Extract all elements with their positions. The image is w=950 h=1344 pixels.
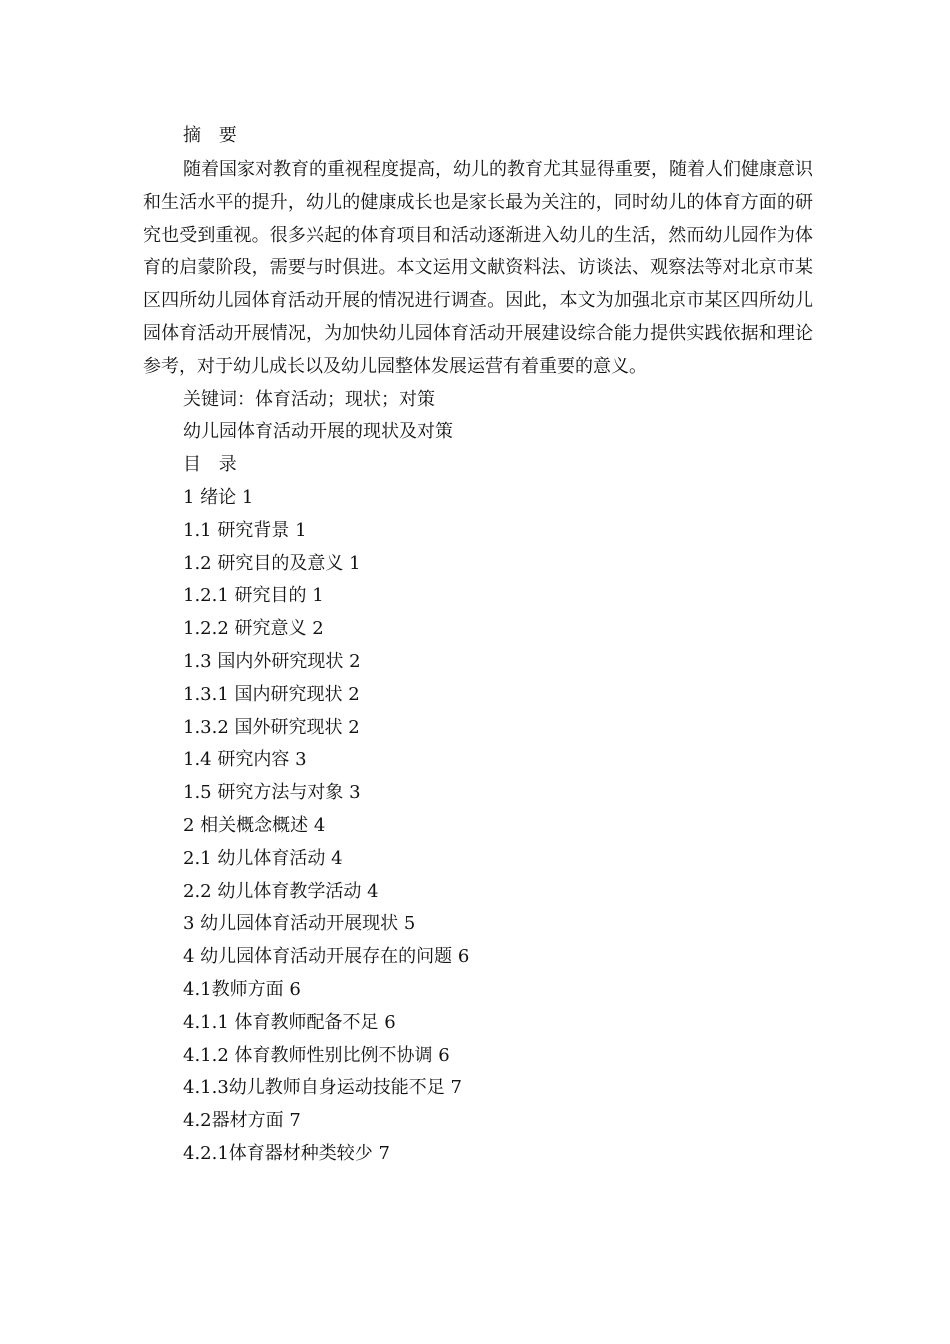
- toc-entry: 4.1.3幼儿教师自身运动技能不足 7: [183, 1077, 462, 1099]
- document-content: [143, 124, 813, 1171]
- toc-entry: 4.2.1体育器材种类较少 7: [183, 1142, 390, 1164]
- toc-entry: 1.2 研究目的及意义 1: [183, 552, 361, 574]
- toc-entry: 4.1教师方面 6: [183, 978, 301, 1000]
- toc-entry: 1.4 研究内容 3: [183, 749, 307, 771]
- toc-entry: 1.5 研究方法与对象 3: [183, 782, 361, 804]
- toc-entry: 4.1.2 体育教师性别比例不协调 6: [183, 1044, 450, 1066]
- abstract-heading: 摘 要: [183, 125, 243, 146]
- toc-entry: 1.3.1 国内研究现状 2: [183, 683, 360, 705]
- toc-entry: 4.2器材方面 7: [183, 1110, 301, 1132]
- toc-entry: 1.2.2 研究意义 2: [183, 618, 324, 640]
- toc-entry: 2.1 幼儿体育活动 4: [183, 847, 343, 869]
- toc-entry: 1.3.2 国外研究现状 2: [183, 716, 360, 738]
- document-title: 幼儿园体育活动开展的现状及对策: [183, 421, 453, 443]
- toc-entry: 2.2 幼儿体育教学活动 4: [183, 880, 379, 902]
- keywords: 关键词：体育活动；现状；对策: [183, 388, 435, 410]
- toc-entry: 1.2.1 研究目的 1: [183, 585, 324, 607]
- toc-entry: 1 绪论 1: [183, 486, 254, 508]
- toc-entry: 1.3 国内外研究现状 2: [183, 650, 361, 672]
- table-of-contents: [143, 482, 813, 1171]
- toc-entry: 4.1.1 体育教师配备不足 6: [183, 1011, 396, 1033]
- toc-entry: 1.1 研究背景 1: [183, 519, 307, 541]
- toc-entry: 4 幼儿园体育活动开展存在的问题 6: [183, 946, 470, 968]
- toc-entry: 3 幼儿园体育活动开展现状 5: [183, 913, 416, 935]
- toc-entry: 2 相关概念概述 4: [183, 814, 326, 836]
- toc-title: 目 录: [183, 454, 243, 476]
- abstract-body: 随着国家对教育的重视程度提高，幼儿的教育尤其显得重要，随着人们健康意识和生活水平的提升，幼儿的健康成长也是家长最为关注的，同时幼儿的体育方面的研究也受到重视。很多兴起的体育项目和活动逐渐进入幼儿的生活，然而幼儿园作为体育的启蒙阶段，需要与时俱进。本文运用文献资料法、访谈法、观察法等对北京市某区四所幼儿园体育活动开展的情况进行调查。因此，本文为加强北京市某区四所幼儿园体育活动开展情况，为加快幼儿园体育活动开展建设综合能力提供实践依据和理论参考，对于幼儿成长以及幼儿园整体发展运营有着重要的意义。: [143, 159, 813, 377]
